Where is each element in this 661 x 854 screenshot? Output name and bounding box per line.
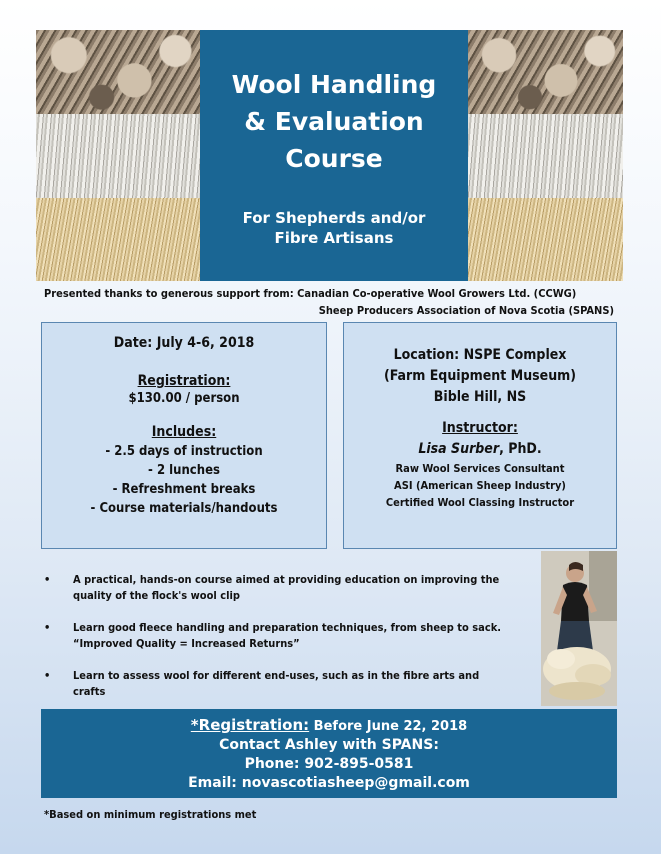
contact-name: Contact Ashley with SPANS: (219, 737, 439, 753)
list-item (44, 572, 514, 604)
shearing-scene-image (541, 551, 617, 706)
instructor-heading: Instructor: (442, 420, 518, 436)
instructor-name-line (344, 441, 616, 457)
location-instructor-box (343, 322, 617, 549)
wool-photo-cream-left (36, 198, 200, 281)
instructor-name: Lisa Surber (418, 441, 500, 457)
wool-photo-white-right (468, 114, 623, 198)
includes-heading: Includes: (151, 424, 217, 440)
sponsor-line-2: Sheep Producers Association of Nova Scotia (SPANS) (318, 304, 614, 317)
title-line-2: & Evaluation (244, 107, 424, 136)
location-line-3: Bible Hill, NS (433, 389, 527, 405)
contact-email[interactable]: Email: novascotiasheep@gmail.com (188, 775, 470, 791)
title-line-3: Course (285, 144, 383, 173)
title-line-1: Wool Handling (231, 70, 437, 99)
location-line-1: Location: NSPE Complex (393, 347, 567, 363)
includes-item: - Course materials/handouts (90, 501, 278, 516)
instructor-credential: ASI (American Sheep Industry) (394, 479, 566, 492)
list-item-line: A practical, hands-on course aimed at providing education on improving the (73, 573, 500, 586)
registration-label: *Registration: (190, 716, 310, 734)
course-subtitle (200, 208, 468, 248)
course-details-box (41, 322, 327, 549)
instructor-credential: Certified Wool Classing Instructor (385, 496, 575, 509)
list-item-line: quality of the flock's wool clip (73, 589, 240, 602)
instructor-photo (541, 551, 617, 706)
course-date: Date: July 4-6, 2018 (113, 335, 255, 351)
list-item (44, 620, 514, 652)
registration-contact-banner (41, 709, 617, 798)
contact-phone[interactable]: Phone: 902-895-0581 (244, 756, 414, 772)
list-item (44, 668, 514, 700)
wool-photo-dark-left (36, 30, 200, 114)
subtitle-line-2: Fibre Artisans (274, 229, 394, 247)
location-line-2: (Farm Equipment Museum) (383, 368, 577, 384)
registration-price: $130.00 / person (128, 391, 240, 406)
bullet-icon: • (44, 669, 51, 682)
includes-item: - 2 lunches (148, 463, 220, 478)
includes-item: - 2.5 days of instruction (105, 444, 263, 459)
course-highlights-list (44, 572, 514, 716)
list-item-line: Learn good fleece handling and preparation techniques, from sheep to sack. (73, 621, 502, 634)
list-item-line: Learn to assess wool for different end-uses, such as in the fibre arts and crafts (73, 669, 480, 698)
title-panel (200, 30, 468, 281)
includes-item: - Refreshment breaks (112, 482, 256, 497)
registration-heading: Registration: (137, 373, 231, 389)
footnote: *Based on minimum registrations met (44, 808, 257, 821)
instructor-degree: , PhD. (499, 441, 542, 457)
course-title (200, 66, 468, 177)
list-item-line: “Improved Quality = Increased Returns” (73, 637, 300, 650)
bullet-icon: • (44, 621, 51, 634)
instructor-credential: Raw Wool Services Consultant (395, 462, 565, 475)
wool-photo-white-left (36, 114, 200, 198)
bullet-icon: • (44, 573, 51, 586)
sponsor-line-1: Presented thanks to generous support from: Canadian Co-operative Wool Growers Ltd. (CCWG) (44, 287, 577, 300)
wool-photo-dark-right (468, 30, 623, 114)
registration-deadline-line (41, 716, 617, 734)
wool-photo-cream-right (468, 198, 623, 281)
subtitle-line-1: For Shepherds and/or (242, 209, 426, 227)
registration-deadline: Before June 22, 2018 (309, 719, 468, 734)
